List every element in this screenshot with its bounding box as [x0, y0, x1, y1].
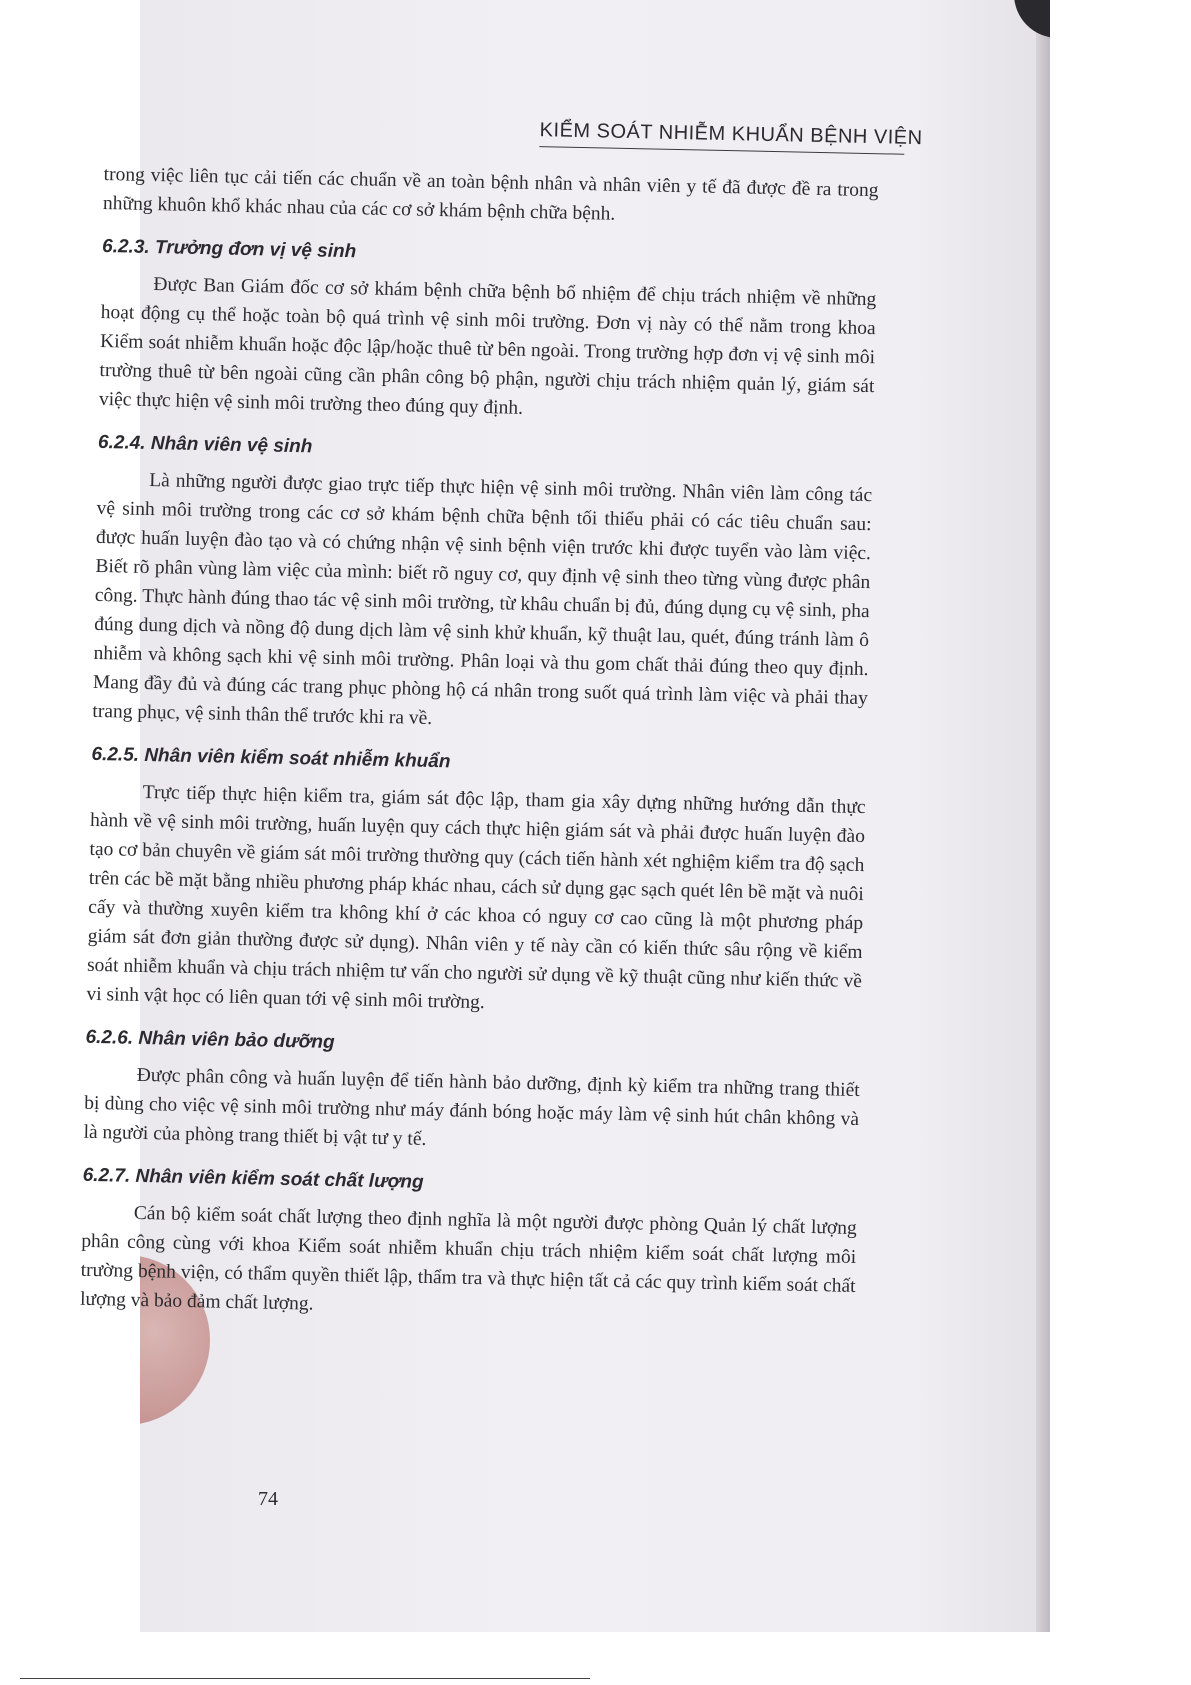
- page-number: 74: [258, 1488, 278, 1510]
- section-body-6-2-7: Cán bộ kiểm soát chất lượng theo định nghĩa là một người được phòng Quản lý chất lượng phân công cùng với khoa Kiểm soát nhiễm khuẩn chịu trách nhiệm kiểm soát chất lượng môi trường bệnh viện, có thẩm quyền thiết lập, thẩm tra và thực hiện tất cả các quy trình kiểm soát chất lượng và bảo đảm chất lượng.: [79, 1202, 857, 1315]
- section-heading-6-2-6: 6.2.6. Nhân viên bảo dưỡng: [85, 1026, 335, 1054]
- section-heading-6-2-7: 6.2.7. Nhân viên kiểm soát chất lượng: [82, 1164, 424, 1193]
- footer-rule: [20, 1678, 590, 1679]
- intro-paragraph: trong việc liên tục cải tiến các chuẩn về an toàn bệnh nhân và nhân viên y tế đã được đề ra trong những khuôn khổ khác nhau của các cơ sở khám bệnh chữa bệnh.: [102, 163, 879, 225]
- section-body-6-2-4: Là những người được giao trực tiếp thực hiện vệ sinh môi trường. Nhân viên làm công tác vệ sinh môi trường trong các cơ sở khám bệnh chữa bệnh tối thiểu phải có các tiêu chuẩn sau: được huấn luyện đào tạo và có chứng nhận vệ sinh bệnh viện trước khi được tuyển vào làm việc. Biết rõ phân vùng làm việc của mình: biết rõ nguy cơ, quy định vệ sinh theo từng vùng được phân công. Thực hành đúng thao tác vệ sinh môi trường, từ khâu chuẩn bị đủ, đúng dụng cụ vệ sinh, pha đúng dung dịch và nồng độ dung dịch làm vệ sinh khử khuẩn, kỹ thuật lau, quét, đúng tránh làm ô nhiễm và không sạch khi vệ sinh môi trường. Phân loại và thu gom chất thải đúng theo quy định. Mang đầy đủ và đúng các trang phục phòng hộ cá nhân trong suốt quá trình làm việc và phải thay trang phục, vệ sinh thân thể trước khi ra về.: [92, 470, 873, 729]
- book-page: [79, 110, 923, 1330]
- section-body-6-2-6: Được phân công và huấn luyện để tiến hành bảo dưỡng, định kỳ kiểm tra những trang thiết bị dùng cho việc vệ sinh môi trường như máy đánh bóng hoặc máy làm vệ sinh hút chân không và là người của phòng trang thiết bị vật tư y tế.: [83, 1064, 860, 1150]
- page-corner-shadow: [1014, 0, 1050, 38]
- book-spine-shadow: [1036, 0, 1050, 1632]
- section-heading-6-2-5: 6.2.5. Nhân viên kiểm soát nhiễm khuẩn: [91, 743, 451, 773]
- page-body: [80, 160, 879, 1330]
- section-body-6-2-3: Được Ban Giám đốc cơ sở khám bệnh chữa bệnh bổ nhiệm để chịu trách nhiệm về những hoạt động cụ thể hoặc toàn bộ quá trình vệ sinh môi trường. Đơn vị này có thể nằm trong khoa Kiểm soát nhiễm khuẩn hoặc độc lập/hoặc thuê từ bên ngoài. Trong trường hợp đơn vị vệ sinh môi trường thuê từ bên ngoài cũng cần phân công bộ phận, người chịu trách nhiệm quản lý, giám sát việc thực hiện vệ sinh môi trường theo đúng quy định.: [98, 274, 877, 419]
- running-header: KIỂM SOÁT NHIỄM KHUẨN BỆNH VIỆN: [539, 119, 905, 155]
- section-body-6-2-5: Trực tiếp thực hiện kiểm tra, giám sát độc lập, tham gia xây dựng những hướng dẫn thực hành về vệ sinh môi trường, huấn luyện quy cách thực hiện giám sát và phải được huấn luyện đào tạo cơ bản chuyên về giám sát môi trường thường quy (cách tiến hành xét nghiệm kiểm tra độ sạch trên các bề mặt bằng nhiều phương pháp khác nhau, cách sử dụng gạc sạch quét lên bề mặt và nuôi cấy và thường xuyên kiểm tra không khí ở các khoa có nguy cơ cao cũng là một phương pháp giám sát đơn giản thường được sử dụng). Nhân viên y tế này cần có kiến thức sâu rộng về kiểm soát nhiễm khuẩn và chịu trách nhiệm tư vấn cho người sử dụng về kỹ thuật cũng như kiến thức về vi sinh vật học có liên quan tới vệ sinh môi trường.: [86, 781, 866, 1014]
- section-heading-6-2-3: 6.2.3. Trưởng đơn vị vệ sinh: [101, 235, 357, 263]
- section-heading-6-2-4: 6.2.4. Nhân viên vệ sinh: [97, 431, 313, 458]
